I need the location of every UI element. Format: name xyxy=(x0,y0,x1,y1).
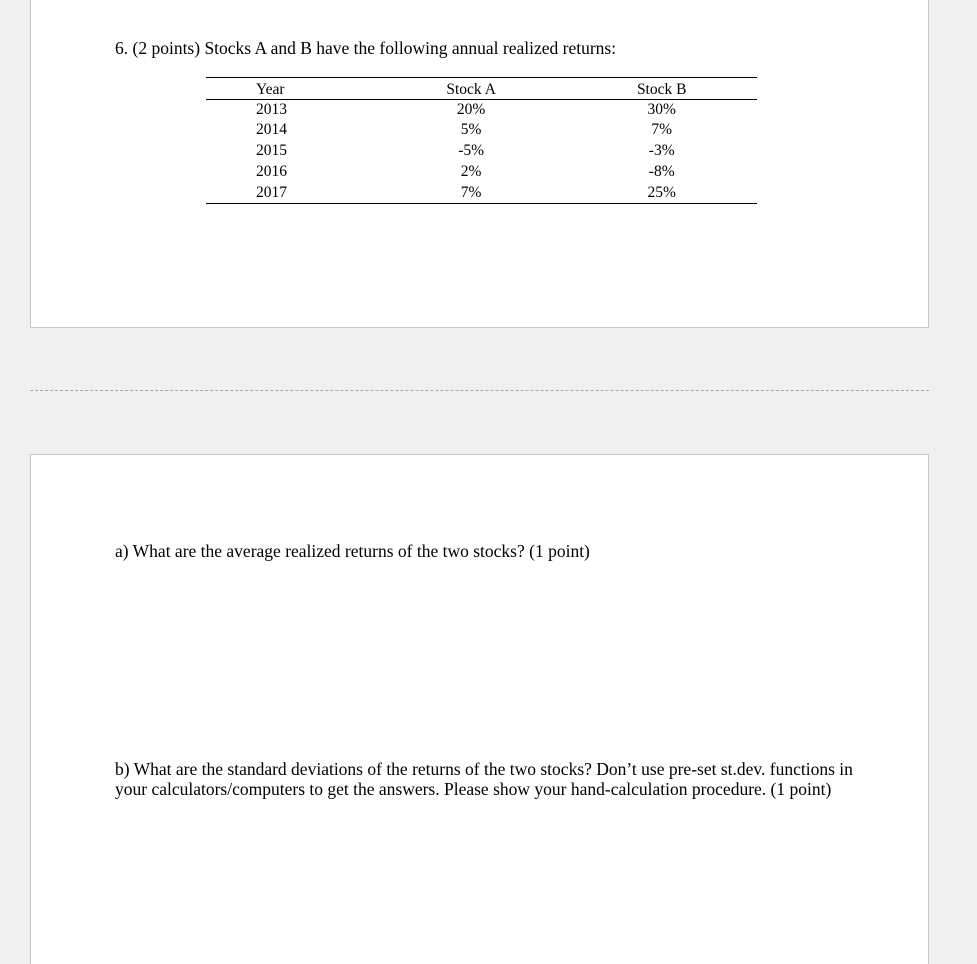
cell-stock-b: 25% xyxy=(566,182,757,204)
cell-stock-a: 7% xyxy=(376,182,567,204)
question-part-a: a) What are the average realized returns of the two stocks? (1 point) xyxy=(115,541,590,561)
cell-stock-b: 7% xyxy=(651,121,673,138)
table-row xyxy=(206,140,757,161)
document-page-1 xyxy=(30,0,929,328)
cell-stock-a: 20% xyxy=(456,101,486,118)
cell-stock-a: 2% xyxy=(460,163,482,180)
table-row xyxy=(206,100,757,120)
cell-year: 2015 xyxy=(256,142,287,159)
document-page-2 xyxy=(30,454,929,964)
cell-stock-a: 5% xyxy=(460,121,482,138)
cell-year: 2016 xyxy=(256,163,287,180)
cell-year: 2017 xyxy=(206,182,376,204)
cell-stock-b: -8% xyxy=(648,163,675,180)
cell-year: 2014 xyxy=(256,121,287,138)
table-row xyxy=(206,182,757,204)
table-row xyxy=(206,161,757,182)
header-stock-b: Stock B xyxy=(566,78,757,100)
table-row xyxy=(206,119,757,140)
header-stock-a: Stock A xyxy=(376,78,567,100)
cell-year: 2013 xyxy=(256,101,287,118)
question-part-b: b) What are the standard deviations of the returns of the two stocks? Don’t use pre-set st.dev. functions in your calculators/computers to get the answers. Please show your hand-calculation procedure. (1 point) xyxy=(115,759,853,799)
question-title: 6. (2 points) Stocks A and B have the following annual realized returns: xyxy=(115,38,617,58)
header-year: Year xyxy=(206,78,376,100)
cell-stock-a: -5% xyxy=(458,142,485,159)
cell-stock-b: 30% xyxy=(647,101,676,118)
table-header-row xyxy=(206,78,757,100)
returns-table xyxy=(206,77,757,204)
cell-stock-b: -3% xyxy=(648,142,675,159)
page-break-divider xyxy=(30,390,929,391)
